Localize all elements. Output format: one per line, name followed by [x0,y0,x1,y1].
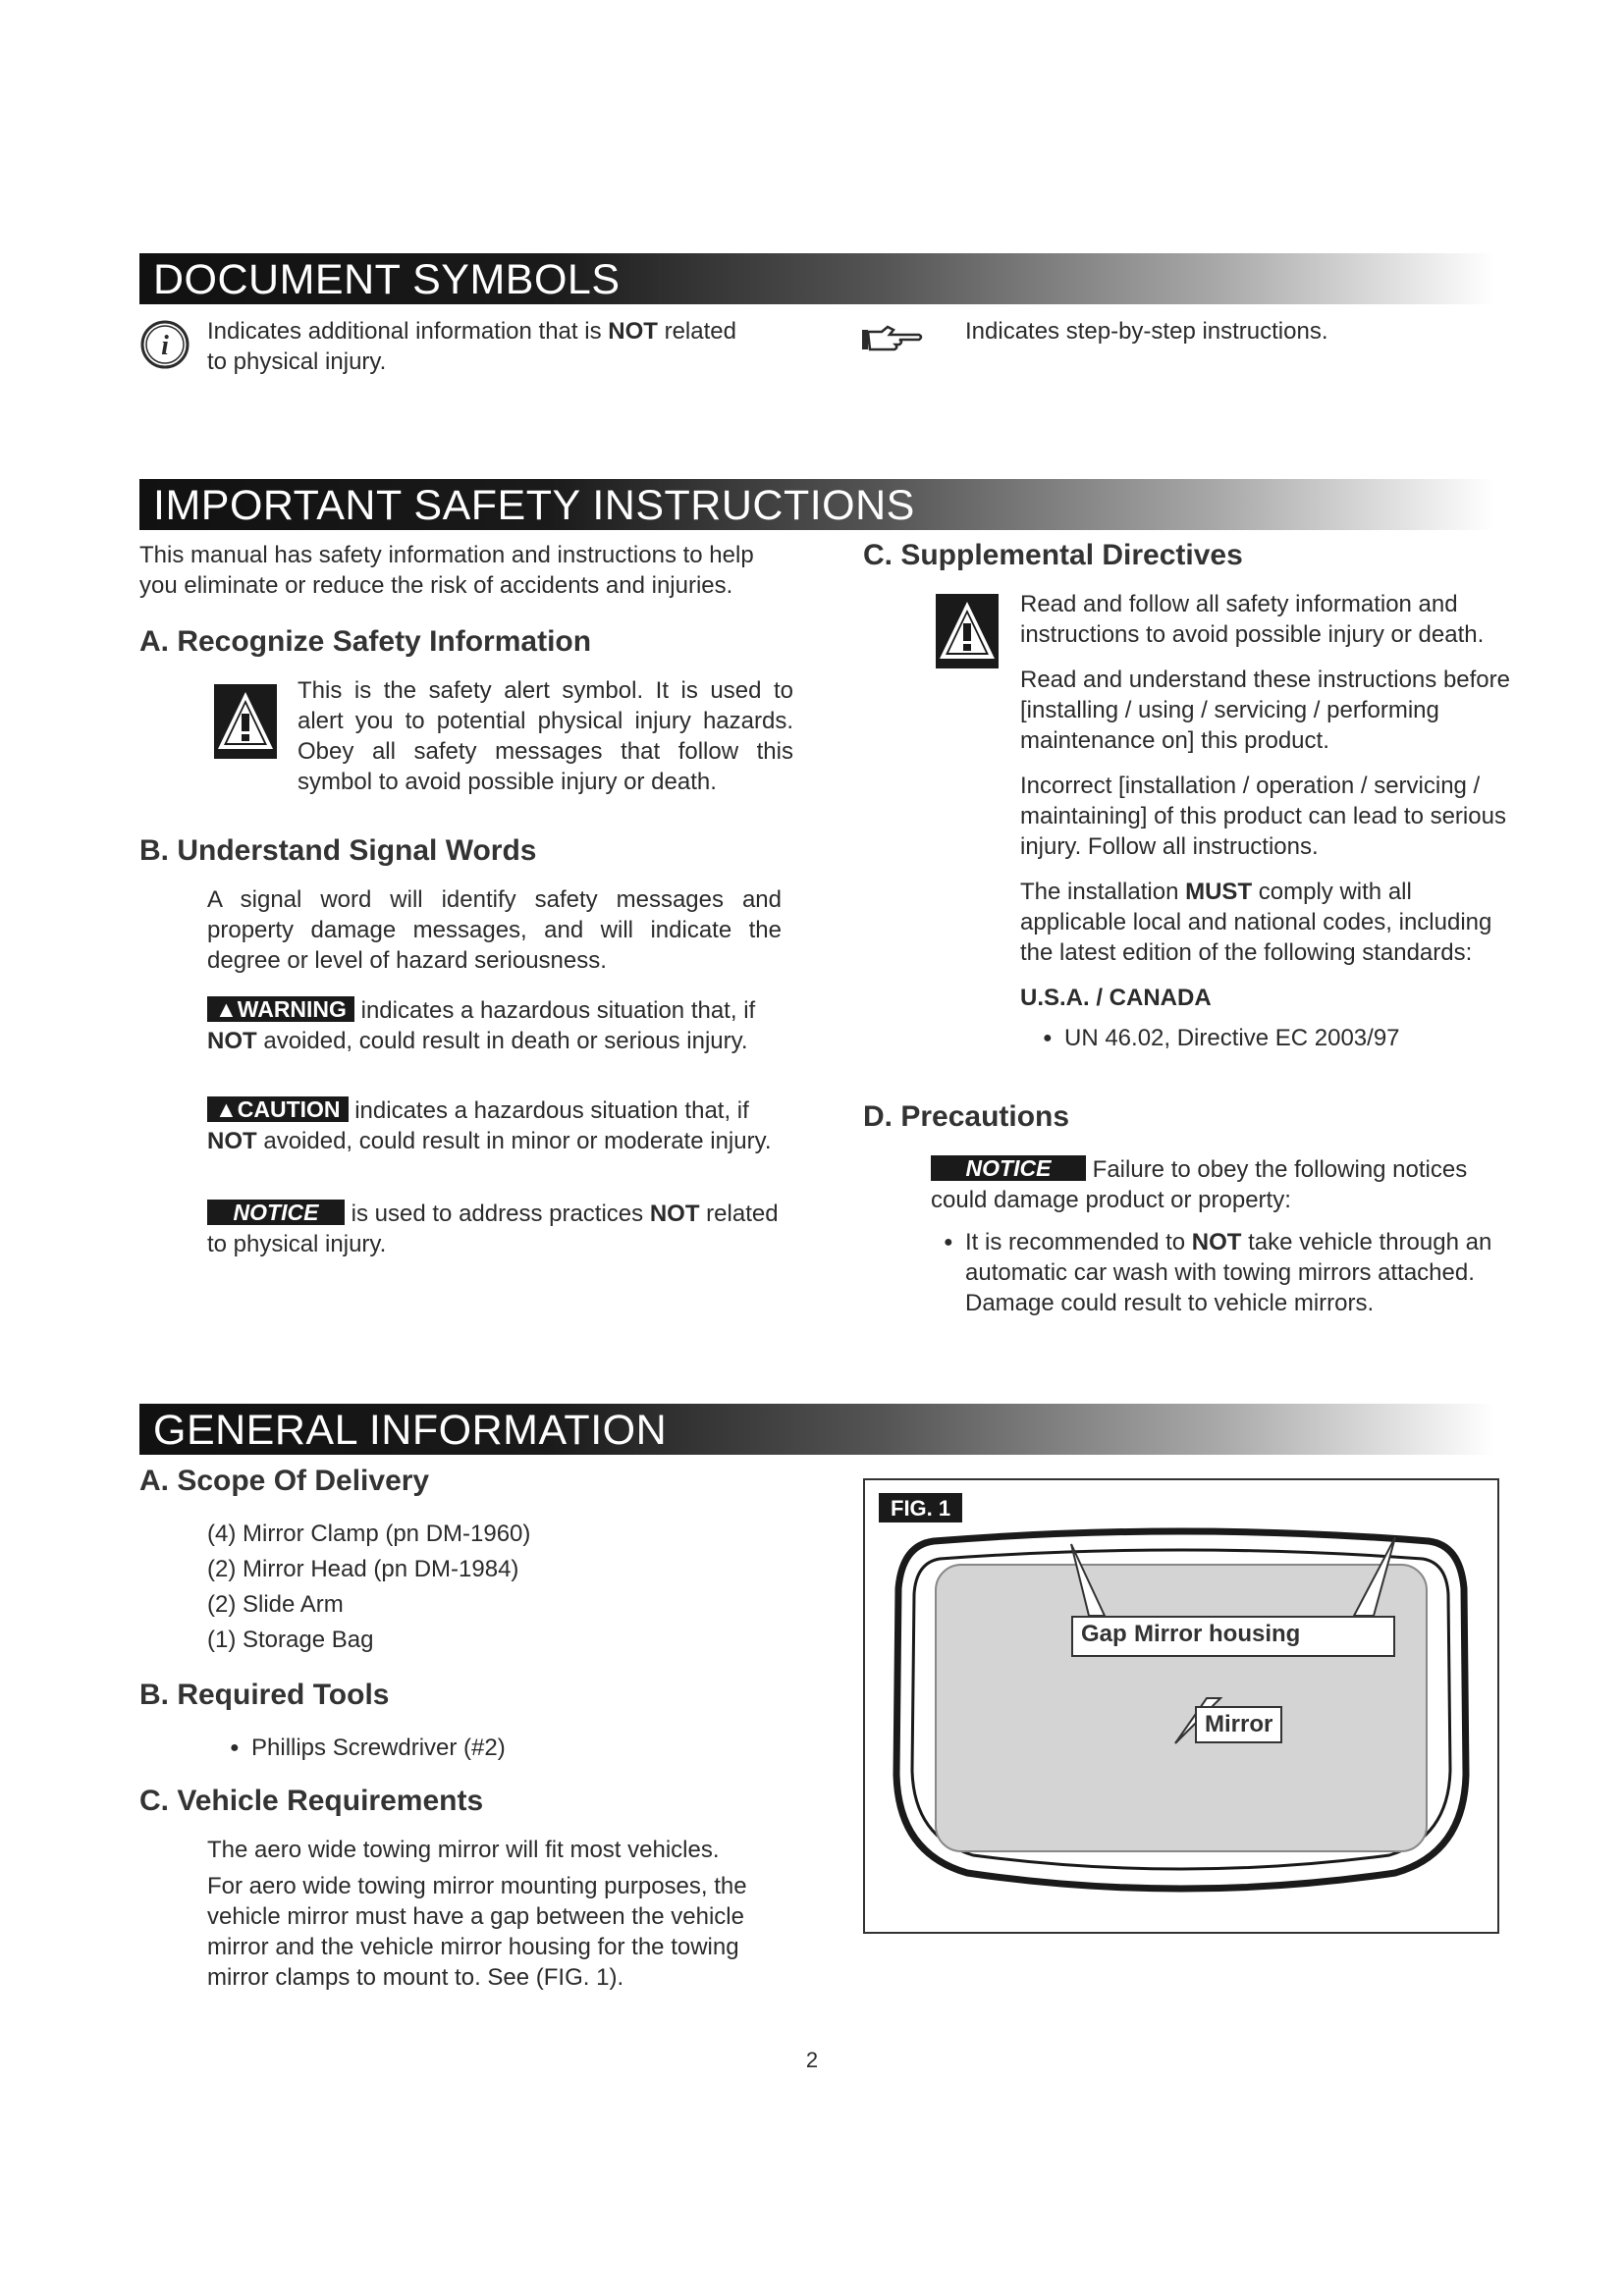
heading-precautions: D. Precautions [863,1100,1070,1133]
info-icon [139,319,190,370]
list-item: (4) Mirror Clamp (pn DM-1960) [207,1521,531,1547]
warning-tag: ▲WARNING [207,996,354,1022]
list-item: ● UN 46.02, Directive EC 2003/97 [1064,1023,1511,1053]
directive-paragraph: Incorrect [installation / operation / servicing / maintaining] of this product can lead to serious injury. Follow all instructions. [1020,773,1506,860]
gap-callout-label: Gap [1081,1621,1127,1647]
page-number: 2 [805,2048,819,2072]
vehicle-requirements-text [207,1835,796,2007]
heading-scope-of-delivery: A. Scope Of Delivery [139,1465,430,1497]
heading-recognize-safety: A. Recognize Safety Information [139,625,592,658]
section-title: DOCUMENT SYMBOLS [153,256,621,303]
directive-paragraph: Read and understand these instructions before [installing / using / servicing / performing maintenance on] this product. [1020,667,1510,754]
document-symbols-banner [139,253,1494,304]
requirement-paragraph: For aero wide towing mirror mounting purposes, the vehicle mirror must have a gap between the vehicle mirror and the vehicle mirror housing for the towing mirror clamps to mount to. See (FIG. 1). [207,1873,747,1991]
safety-alert-description: This is the safety alert symbol. It is used to alert you to potential physical injury hazards. Obey all safety messages that follow this symbol to avoid possible injury or death. [298,677,793,795]
heading-supplemental-directives: C. Supplemental Directives [863,539,1243,571]
directive-paragraph: Read and follow all safety information and instructions to avoid possible injury or death. [1020,591,1485,648]
standards-list [1064,1023,1511,1053]
signal-words-description: A signal word will identify safety messages and property damage messages, and will indicate the degree or level of hazard seriousness. [207,886,782,974]
list-item: ● It is recommended to NOT take vehicle through an automatic car wash with towing mirrors attached. Damage could result to vehicle mirrors. [965,1227,1510,1318]
list-item: ● Phillips Screwdriver (#2) [251,1733,506,1763]
precautions-list [965,1227,1510,1318]
safety-intro: This manual has safety information and instructions to help you eliminate or reduce the risk of accidents and injuries. [139,542,754,599]
precautions-notice: NOTICE Failure to obey the following notices could damage product or property: [931,1155,1468,1213]
mirror-callout: Mirror [1195,1706,1282,1743]
safety-alert-icon [214,684,277,759]
tools-list [251,1733,506,1763]
warning-triangle-icon: ▲ [215,996,238,1022]
housing-callout-label: Mirror housing [1134,1621,1301,1647]
requirement-paragraph: The aero wide towing mirror will fit most vehicles. [207,1837,720,1863]
list-item: (2) Slide Arm [207,1591,344,1618]
delivery-items [207,1517,530,1658]
warning-definition: ▲WARNING indicates a hazardous situation that, if NOT avoided, could result in death or serious injury. [207,996,756,1054]
heading-required-tools: B. Required Tools [139,1679,390,1711]
figure-1 [863,1478,1499,1934]
list-item: (2) Mirror Head (pn DM-1984) [207,1556,519,1582]
figure-label: FIG. 1 [879,1493,962,1522]
notice-definition: NOTICE is used to address practices NOT related to physical injury. [207,1200,779,1257]
list-item: (1) Storage Bag [207,1627,374,1653]
notice-tag: NOTICE [931,1155,1086,1181]
step-symbol-description: Indicates step-by-step instructions. [965,318,1328,345]
notice-tag: NOTICE [207,1200,345,1225]
mirror-glass [936,1565,1427,1851]
mirror-diagram [865,1480,1497,1932]
safety-instructions-banner [139,479,1494,530]
safety-alert-icon [936,594,999,668]
region-label: U.S.A. / CANADA [1020,985,1212,1011]
section-title: IMPORTANT SAFETY INSTRUCTIONS [153,482,915,529]
caution-triangle-icon: ▲ [215,1096,238,1122]
section-title: GENERAL INFORMATION [153,1407,668,1454]
caution-definition: ▲CAUTION indicates a hazardous situation that, if NOT avoided, could result in minor or moderate injury. [207,1096,772,1154]
general-information-banner [139,1404,1494,1455]
mirror-housing-callout [1071,1616,1395,1657]
directive-paragraph: The installation MUST comply with all applicable local and national codes, including the latest edition of the following standards: [1020,879,1492,966]
supplemental-directives-text [1020,589,1511,1053]
heading-vehicle-requirements: C. Vehicle Requirements [139,1785,484,1817]
heading-signal-words: B. Understand Signal Words [139,834,537,867]
pointing-hand-icon [860,324,925,353]
info-symbol-description: Indicates additional information that is NOT related to physical injury. [207,318,736,375]
svg-text:i: i [161,331,169,361]
caution-tag: ▲CAUTION [207,1096,349,1122]
